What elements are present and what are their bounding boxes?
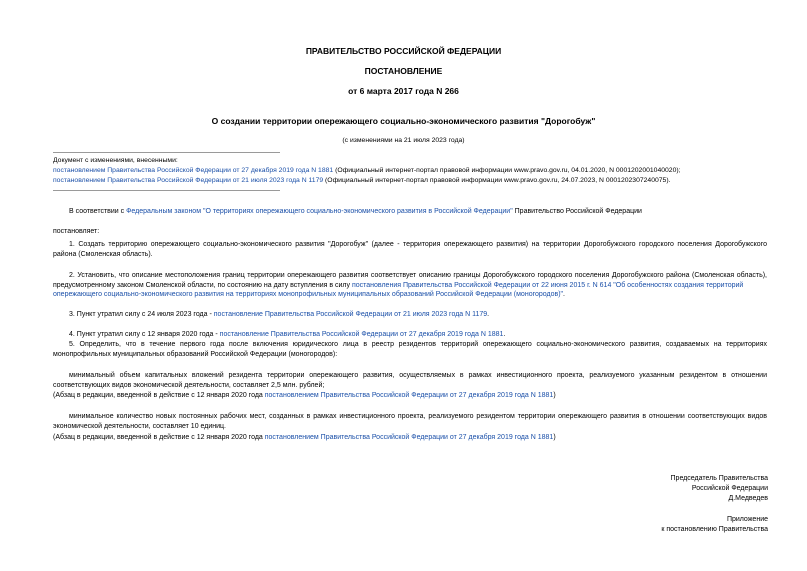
point-2-line-2: предусмотренному законом Смоленской области, по состоянию на дату вступления в силу постановления Правительства Российской Федерации от 22 июня 2015 г. N 614 "Об особенностях создания территорий [53,282,744,289]
signature-position-cont: Российской Федерации [691,485,768,492]
amendment-item [53,166,681,175]
jobs-line-1: минимальное количество новых постоянных рабочих мест, созданных в рамках инвестиционного проекта, реализуемого резидентом территории опережающего развития в отношении соответствующих видов [69,413,767,420]
divider-top [53,152,280,153]
signature-name: Д.Медведев [728,495,768,502]
point-1-line-1: 1. Создать территорию опережающего социально-экономического развития "Дорогобуж" (далее - территория опережающего развития) на территории Дорогобужского городского поселения Дорогобужского [69,241,767,248]
amendment-source-2019: (Официальный интернет-портал правовой информации www.pravo.gov.ru, 04.01.2020, N 0001202001040020); [333,167,681,174]
amendment-link-2019[interactable]: постановлением Правительства Российской Федерации от 27 декабря 2019 года N 1881 [53,167,334,174]
government-name: ПРАВИТЕЛЬСТВО РОССИЙСКОЙ ФЕДЕРАЦИИ [305,46,502,56]
preamble: В соответствии с Федеральным законом "О территориях опережающего социально-экономического развития в Российской Федерации" Правительство Российской Федерации [69,208,642,215]
investment-line-1: минимальный объем капитальных вложений резидента территории опережающего развития, осуществляемых в рамках инвестиционного проекта, реализуемого указанным резидентом в отношении [69,372,767,379]
point-2-line-3: опережающего социально-экономического развития на территориях монопрофильных муниципальных образований Российской Федерации (моногородов)". [53,291,565,298]
appendix-label: Приложение [726,516,768,523]
point-5-line-1: 5. Определить, что в течение первого года после включения юридического лица в реестр резидентов территорий опережающего социально-экономического развития, создаваемых на территориях [69,341,767,348]
amendment-link-2023[interactable]: постановлением Правительства Российской Федерации от 21 июля 2023 года N 1179 [53,177,324,184]
point-1-line-2: района (Смоленская область). [53,251,153,258]
resolution-1881-link[interactable]: постановление Правительства Российской Федерации от 27 декабря 2019 года N 1881 [219,331,504,338]
changes-note: (с изменениями на 21 июля 2023 года) [342,137,465,144]
document-date-number: от 6 марта 2017 года N 266 [348,86,459,96]
investment-line-2: соответствующих видов экономической деятельности, составляет 2,5 млн. рублей; [53,382,325,389]
document-type: ПОСТАНОВЛЕНИЕ [364,66,443,76]
amendments-intro: Документ с изменениями, внесенными: [53,157,178,164]
resolution-1881-link-note-2[interactable]: постановлением Правительства Российской Федерации от 27 декабря 2019 года N 1881 [264,434,554,441]
resolution-1881-link-note-1[interactable]: постановлением Правительства Российской Федерации от 27 декабря 2019 года N 1881 [264,392,554,399]
point-4: 4. Пункт утратил силу с 12 января 2020 года - постановление Правительства Российской Федерации от 27 декабря 2019 года N 1881. [69,331,506,338]
jobs-edit-note: (Абзац в редакции, введенной в действие с 12 января 2020 года постановлением Правительства Российской Федерации от 27 декабря 2019 года N 1881) [53,434,556,441]
amendment-source-2023: (Официальный интернет-портал правовой информации www.pravo.gov.ru, 24.07.2023, N 0001202307240075). [323,177,671,184]
document-title: О создании территории опережающего социально-экономического развития "Дорогобуж" [211,116,596,126]
signature-position: Председатель Правительства [670,475,768,482]
point-2-line-1: 2. Установить, что описание местоположения границ территории опережающего развития соответствует описанию границы Дорогобужского городского поселения Дорогобужского района (Смоленская область), [69,272,767,279]
resolution-1179-link[interactable]: постановление Правительства Российской Федерации от 21 июля 2023 года N 1179 [213,311,488,318]
federal-law-link[interactable]: Федеральным законом "О территориях опережающего социально-экономического развития в Российской Федерации" [126,208,513,215]
jobs-line-2: экономической деятельности, составляет 10 единиц. [53,423,227,430]
investment-edit-note: (Абзац в редакции, введенной в действие с 12 января 2020 года постановлением Правительства Российской Федерации от 27 декабря 2019 года N 1881) [53,392,556,399]
divider-bottom [53,190,280,191]
point-3: 3. Пункт утратил силу с 24 июля 2023 года - постановление Правительства Российской Федерации от 21 июля 2023 года N 1179. [69,311,490,318]
appendix-reference: к постановлению Правительства [661,526,768,533]
resolution-614-link[interactable]: постановления Правительства Российской Федерации от 22 июня 2015 г. N 614 "Об особенностях создания территорий [351,282,744,289]
decides-word: постановляет: [53,228,100,235]
amendment-item [53,176,670,185]
point-5-line-2: монопрофильных муниципальных образований Российской Федерации (моногородов): [53,351,338,358]
resolution-614-link-cont[interactable]: опережающего социально-экономического развития на территориях монопрофильных муниципальных образований Российской Федерации (моногородов)" [53,291,564,298]
